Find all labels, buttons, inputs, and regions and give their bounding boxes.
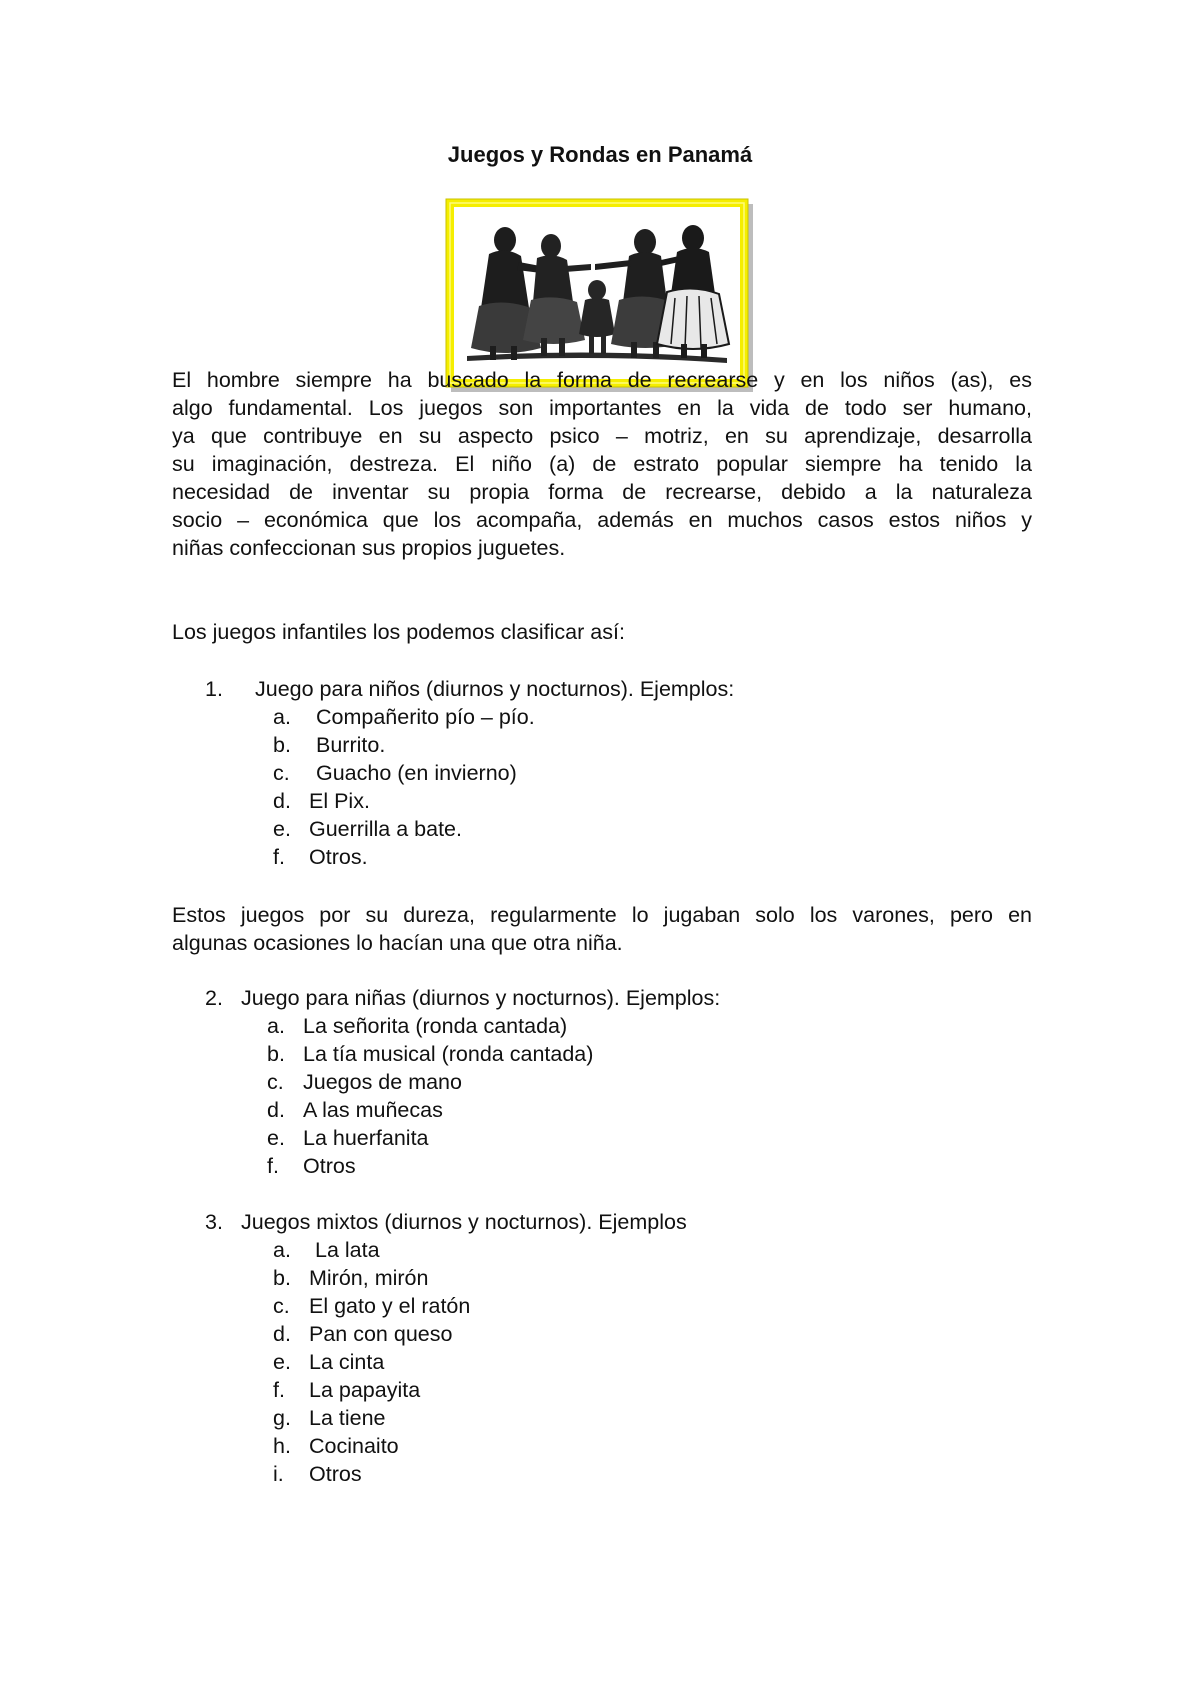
section-1-heading: Juego para niños (diurnos y nocturnos). Ejemplos: <box>255 677 735 701</box>
list-item-letter: e. <box>273 817 291 841</box>
dancing-children-illustration <box>445 198 755 394</box>
list-item: La tía musical (ronda cantada) <box>303 1042 594 1066</box>
list-item-letter: e. <box>273 1350 291 1374</box>
list-item: La huerfanita <box>303 1126 429 1150</box>
note-paragraph <box>172 901 1032 957</box>
list-item-letter: f. <box>273 845 285 869</box>
classify-text: Los juegos infantiles los podemos clasificar así: <box>172 620 625 644</box>
list-item-letter: d. <box>273 789 291 813</box>
intro-line: socio – económica que los acompaña, además en muchos casos estos niños y <box>172 508 1032 532</box>
section-2-number: 2. <box>205 986 223 1010</box>
list-item: La lata <box>315 1238 380 1262</box>
list-item-letter: c. <box>273 1294 290 1318</box>
intro-line: niñas confeccionan sus propios juguetes. <box>172 536 566 560</box>
list-item-letter: g. <box>273 1406 291 1430</box>
list-item: Guacho (en invierno) <box>316 761 517 785</box>
intro-line: algo fundamental. Los juegos son importantes en la vida de todo ser humano, <box>172 396 1032 420</box>
section-1-number: 1. <box>205 677 223 701</box>
list-item-letter: c. <box>267 1070 284 1094</box>
intro-line: su imaginación, destreza. El niño (a) de estrato popular siempre ha tenido la <box>172 452 1032 476</box>
list-item: La cinta <box>309 1350 385 1374</box>
list-item: Burrito. <box>316 733 386 757</box>
note-line: Estos juegos por su dureza, regularmente lo jugaban solo los varones, pero en <box>172 903 1032 927</box>
list-item-letter: b. <box>267 1042 285 1066</box>
list-item-letter: f. <box>267 1154 279 1178</box>
note-line: algunas ocasiones lo hacían una que otra niña. <box>172 931 623 955</box>
list-item: Otros <box>309 1462 362 1486</box>
intro-line: necesidad de inventar su propia forma de recrearse, debido a la naturaleza <box>172 480 1032 504</box>
list-item-letter: d. <box>273 1322 291 1346</box>
list-item-letter: e. <box>267 1126 285 1150</box>
list-item-letter: d. <box>267 1098 285 1122</box>
list-item-letter: f. <box>273 1378 285 1402</box>
list-item-letter: h. <box>273 1434 291 1458</box>
list-item-letter: i. <box>273 1462 284 1486</box>
list-item: Juegos de mano <box>303 1070 462 1094</box>
list-item-letter: a. <box>273 1238 291 1262</box>
list-item: Otros. <box>309 845 368 869</box>
list-item: La papayita <box>309 1378 421 1402</box>
page-title: Juegos y Rondas en Panamá <box>447 142 753 167</box>
section-3-heading: Juegos mixtos (diurnos y nocturnos). Ejemplos <box>241 1210 687 1234</box>
list-item: Otros <box>303 1154 356 1178</box>
list-item: El Pix. <box>309 789 370 813</box>
intro-line: ya que contribuye en su aspecto psico – motriz, en su aprendizaje, desarrolla <box>172 424 1032 448</box>
list-item-letter: a. <box>273 705 291 729</box>
list-item: Mirón, mirón <box>309 1266 429 1290</box>
list-item: Compañerito pío – pío. <box>316 705 535 729</box>
list-item-letter: b. <box>273 1266 291 1290</box>
list-item-letter: b. <box>273 733 291 757</box>
intro-line: El hombre siempre ha buscado la forma de recrearse y en los niños (as), es <box>172 368 1032 392</box>
list-item: Cocinaito <box>309 1434 399 1458</box>
list-item: A las muñecas <box>303 1098 443 1122</box>
list-item: La tiene <box>309 1406 386 1430</box>
intro-paragraph <box>172 366 1032 562</box>
section-3-number: 3. <box>205 1210 223 1234</box>
list-item: Guerrilla a bate. <box>309 817 462 841</box>
list-item-letter: a. <box>267 1014 285 1038</box>
list-item: El gato y el ratón <box>309 1294 471 1318</box>
section-2-heading: Juego para niñas (diurnos y nocturnos). Ejemplos: <box>241 986 721 1010</box>
list-item: Pan con queso <box>309 1322 453 1346</box>
list-item-letter: c. <box>273 761 290 785</box>
list-item: La señorita (ronda cantada) <box>303 1014 568 1038</box>
